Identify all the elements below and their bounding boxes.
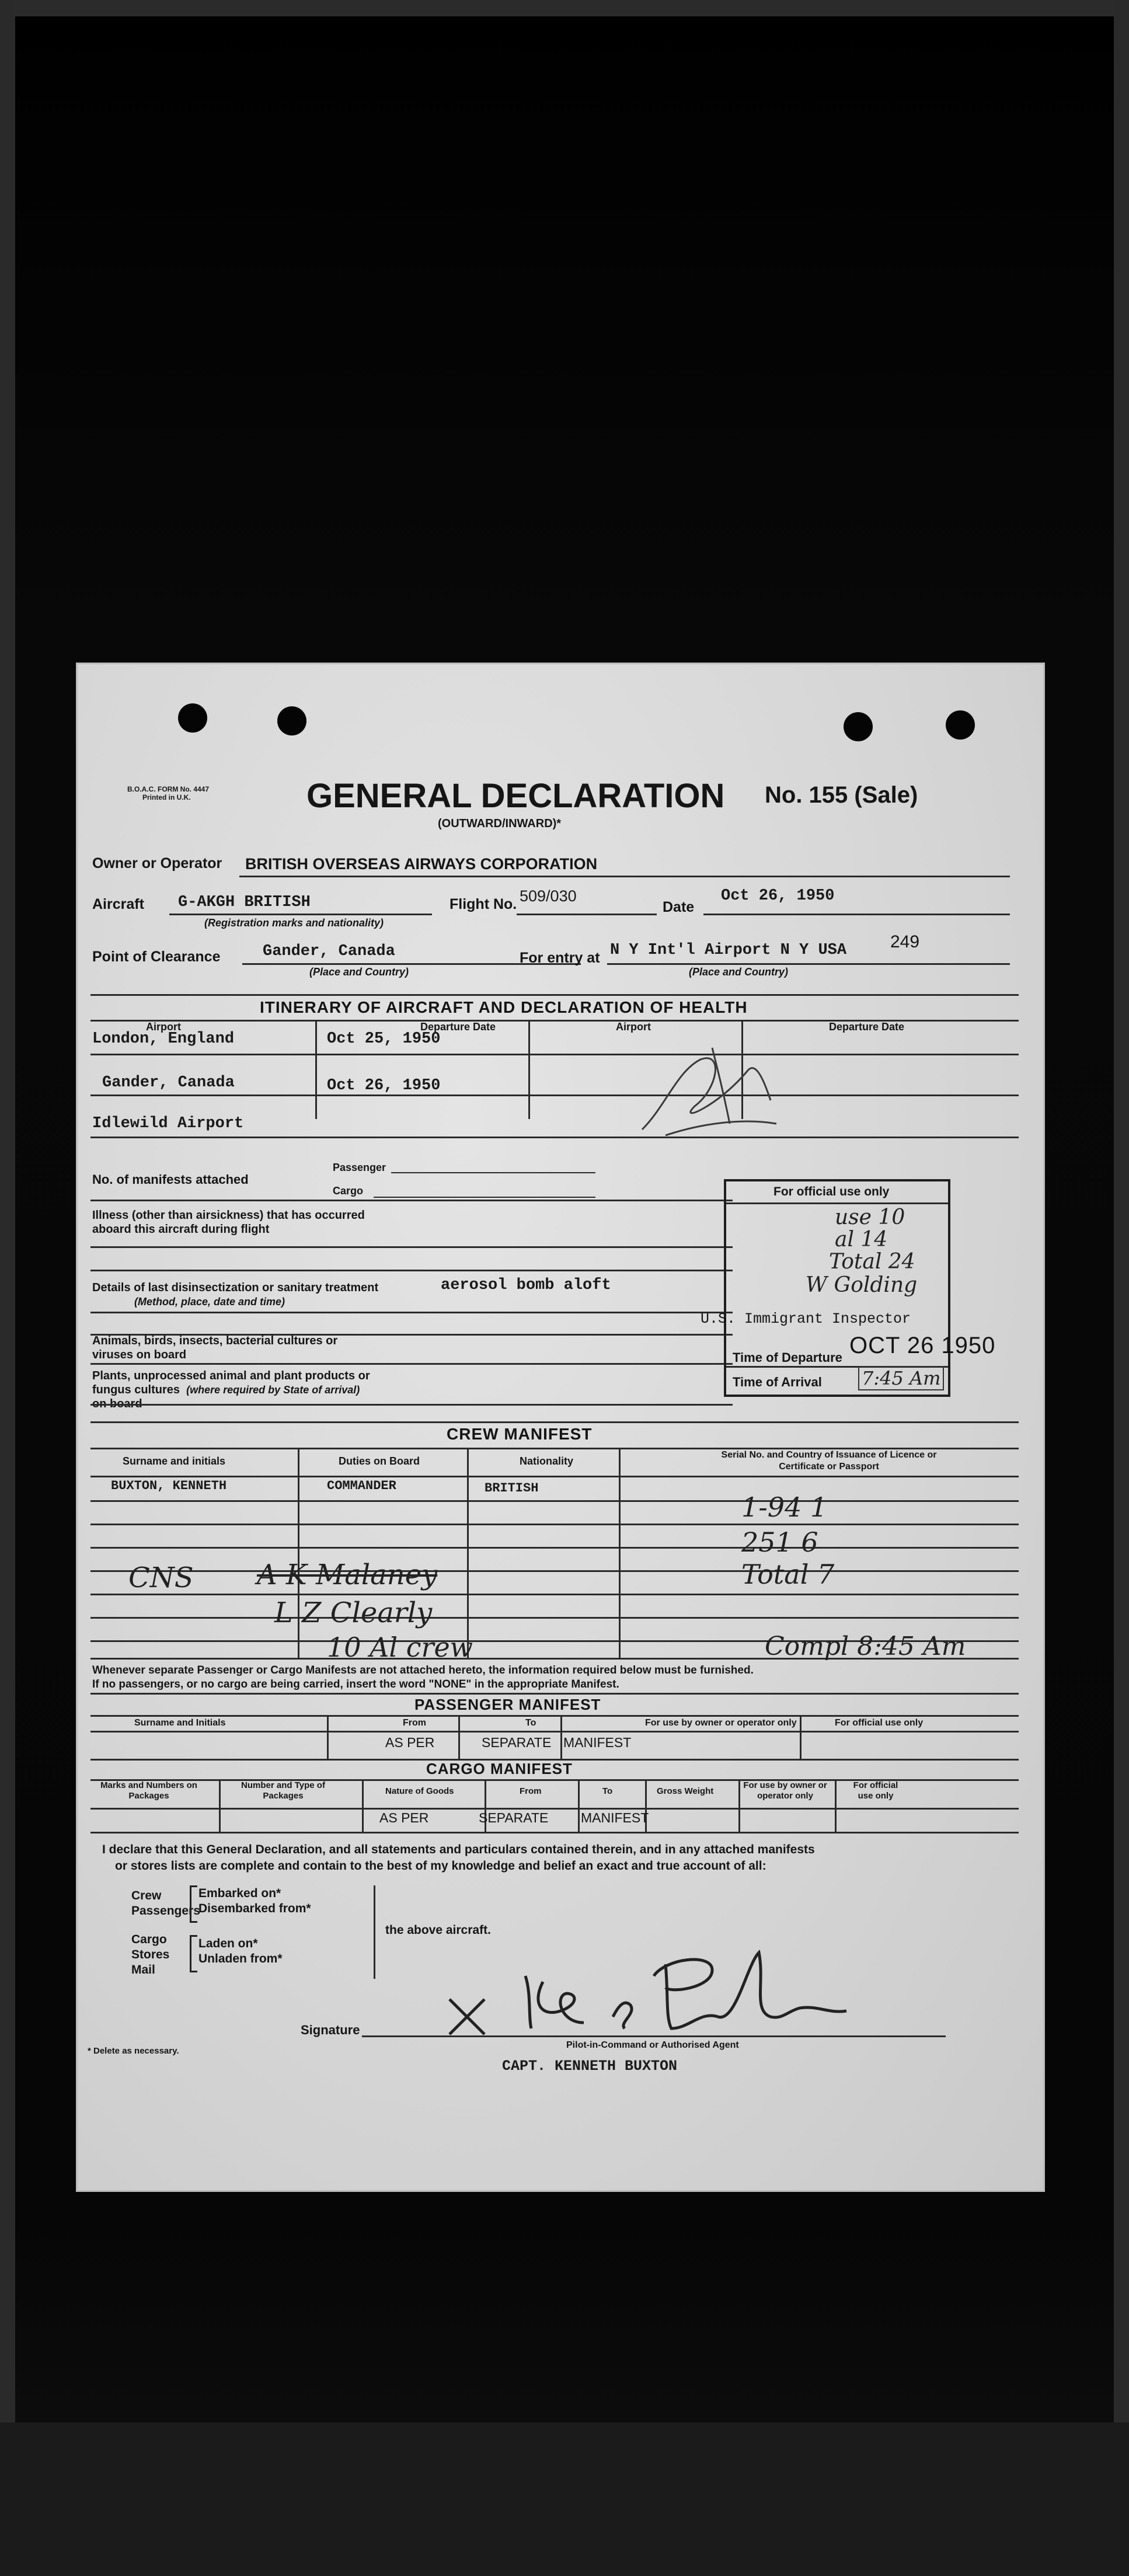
itinerary-col-departure: Departure Date — [420, 1021, 496, 1033]
cargo-col-divider — [738, 1779, 740, 1832]
illness-label — [92, 1208, 365, 1236]
itinerary-col-airport: Airport — [146, 1021, 181, 1033]
pilot-label: Pilot-in-Command or Authorised Agent — [566, 2040, 739, 2050]
itinerary-row-date: Oct 25, 1950 — [327, 1030, 441, 1048]
above-aircraft-text: the above aircraft. — [385, 1923, 491, 1937]
passenger-header-rule — [90, 1715, 1019, 1717]
manifest-notice-line: Whenever separate Passenger or Cargo Manifests are not attached hereto, the information required below must be furnished. — [92, 1664, 754, 1676]
disinsect-value: aerosol bomb aloft — [441, 1277, 611, 1294]
entry-note: (Place and Country) — [689, 966, 789, 978]
bracket — [190, 1935, 197, 1972]
crew-row-rule — [90, 1594, 1019, 1595]
clearance-note: (Place and Country) — [309, 966, 409, 978]
cargo-bottom-rule — [90, 1832, 1019, 1833]
cargo-col-divider — [578, 1779, 580, 1832]
arrival-time-handwritten: 7:45 Am — [858, 1366, 944, 1390]
owner-value: BRITISH OVERSEAS AIRWAYS CORPORATION — [245, 855, 598, 873]
form-printed-text: Printed in U.K. — [142, 793, 191, 801]
crew-label: Crew — [131, 1889, 162, 1902]
date-value: Oct 26, 1950 — [721, 887, 835, 905]
manifests-passenger-line — [391, 1172, 595, 1173]
cargo-col-divider — [219, 1779, 221, 1832]
passenger-col-owner: For use by owner or operator only — [645, 1718, 797, 1728]
aircraft-value: G-AKGH BRITISH — [178, 894, 311, 911]
crew-row-rule — [90, 1476, 1019, 1477]
arrival-time-label: Time of Arrival — [733, 1375, 822, 1389]
crew-col-divider — [467, 1448, 469, 1658]
passenger-col-to: To — [525, 1718, 536, 1728]
cargo-col-number: Number and Type of Packages — [241, 1780, 325, 1801]
owner-line — [239, 876, 1010, 877]
plants-label-line: Plants, unprocessed animal and plant products or — [92, 1369, 370, 1382]
cargo-col-divider — [835, 1779, 837, 1832]
date-line — [703, 914, 1010, 915]
plants-rule — [90, 1404, 733, 1406]
cargo-col-from: From — [520, 1786, 542, 1796]
passenger-col-divider — [458, 1715, 460, 1759]
cargo-col-nature: Nature of Goods — [385, 1786, 454, 1796]
official-use-title: For official use only — [773, 1185, 890, 1198]
illness-label-line: aboard this aircraft during flight — [92, 1223, 270, 1236]
crew-handwritten-name: L Z Clearly — [274, 1597, 433, 1629]
manifests-label: No. of manifests attached — [92, 1172, 249, 1187]
film-edge-top — [0, 0, 1129, 16]
passengers-label: Passengers — [131, 1904, 200, 1918]
owner-label: Owner or Operator — [92, 855, 222, 872]
aircraft-note: (Registration marks and nationality) — [204, 917, 384, 929]
cargo-fill-as-per: AS PER — [379, 1810, 429, 1825]
manifest-notice-line: If no passengers, or no cargo are being carried, insert the word "NONE" in the appropriate Manifest. — [92, 1678, 619, 1690]
disembarked-option: Disembarked from* — [198, 1902, 311, 1915]
cargo-col-official: For official use only — [853, 1780, 898, 1801]
itinerary-top-rule — [90, 994, 1019, 996]
disinsect-label: Details of last disinsectization or sanitary treatment — [92, 1281, 379, 1294]
punch-hole — [178, 703, 207, 733]
aircraft-label: Aircraft — [92, 896, 144, 912]
crew-col-divider — [619, 1448, 621, 1658]
passenger-row-rule — [90, 1731, 1019, 1733]
captain-signature — [444, 1941, 887, 2040]
itinerary-row-rule — [90, 1094, 1019, 1096]
declaration-bracket-line — [374, 1885, 375, 1979]
cargo-col-divider — [362, 1779, 364, 1832]
cargo-label: Cargo — [131, 1933, 167, 1946]
official-use-rule — [726, 1202, 948, 1204]
passenger-col-divider — [800, 1715, 802, 1759]
departure-time-stamp: OCT 26 1950 — [849, 1333, 996, 1358]
passenger-fill-manifest: MANIFEST — [563, 1735, 632, 1750]
passenger-col-from: From — [403, 1718, 426, 1728]
official-handwriting: al 14 — [835, 1228, 888, 1252]
itinerary-row-rule — [90, 1054, 1019, 1055]
punch-hole — [844, 712, 873, 741]
document-subtitle: (OUTWARD/INWARD)* — [438, 817, 562, 830]
disinsect-rule — [90, 1312, 733, 1313]
clearance-value: Gander, Canada — [263, 943, 395, 960]
itinerary-row-rule — [90, 1137, 1019, 1138]
unladen-option: Unladen from* — [198, 1952, 283, 1965]
plants-label-line: fungus cultures — [92, 1383, 180, 1396]
laden-option: Laden on* — [198, 1937, 258, 1950]
film-edge-left — [0, 0, 15, 2576]
itinerary-scribble — [630, 1036, 782, 1147]
punch-hole — [277, 706, 306, 735]
cargo-col-to: To — [602, 1786, 613, 1796]
cargo-col-weight: Gross Weight — [657, 1786, 714, 1796]
bracket — [190, 1885, 197, 1923]
passenger-col-name: Surname and Initials — [134, 1718, 226, 1728]
punch-hole — [946, 710, 975, 740]
crew-top-rule — [90, 1421, 1019, 1423]
signature-label: Signature — [301, 2023, 360, 2037]
flight-value: 509/030 — [520, 887, 577, 905]
film-edge-bottom — [0, 2422, 1129, 2576]
crew-handwritten-count: 251 6 — [741, 1526, 818, 1558]
itinerary-col-divider — [315, 1020, 317, 1119]
declaration-number: No. 155 (Sale) — [765, 782, 918, 808]
itinerary-col-divider — [528, 1020, 530, 1119]
departure-time-label: Time of Departure — [733, 1350, 842, 1365]
cargo-stores-mail-labels — [131, 1932, 169, 1978]
animals-label-line: viruses on board — [92, 1348, 187, 1361]
cargo-col-marks: Marks and Numbers on Packages — [100, 1780, 197, 1801]
itinerary-title: ITINERARY OF AIRCRAFT AND DECLARATION OF HEALTH — [260, 998, 748, 1016]
date-label: Date — [663, 899, 695, 915]
passenger-col-official: For official use only — [835, 1718, 924, 1728]
declaration-line: I declare that this General Declaration, and all statements and particulars contained therein, and in any attached manifests — [102, 1843, 815, 1856]
illness-rule-2 — [90, 1270, 733, 1271]
itinerary-col-airport-2: Airport — [616, 1021, 651, 1033]
immigrant-inspector-stamp: U.S. Immigrant Inspector — [701, 1310, 911, 1327]
crew-nationality: BRITISH — [485, 1481, 539, 1496]
manifests-cargo-line — [374, 1197, 595, 1198]
embarked-option: Embarked on* — [198, 1887, 281, 1900]
crew-row-rule — [90, 1617, 1019, 1619]
crew-manifest-title: CREW MANIFEST — [447, 1425, 593, 1443]
crew-col-nationality: Nationality — [520, 1455, 574, 1467]
passenger-manifest-title: PASSENGER MANIFEST — [414, 1696, 601, 1713]
crew-handwritten-name: A K Malaney — [257, 1559, 438, 1591]
declaration-line: or stores lists are complete and contain to the best of my knowledge and belief an exact and true account of all: — [115, 1859, 766, 1873]
entry-value: N Y Int'l Airport N Y USA — [610, 942, 847, 959]
crew-name: BUXTON, KENNETH — [111, 1479, 227, 1493]
official-handwriting: use 10 — [835, 1205, 905, 1229]
manifest-notice — [92, 1664, 754, 1692]
entry-label: For entry at — [520, 950, 600, 966]
crew-row-rule — [90, 1570, 1019, 1572]
flight-label: Flight No. — [449, 896, 517, 912]
official-handwriting: W Golding — [806, 1273, 918, 1297]
illness-rule — [90, 1246, 733, 1248]
illness-label-line: Illness (other than airsickness) that has occurred — [92, 1209, 365, 1222]
official-handwriting: Total 24 — [829, 1250, 915, 1274]
crew-handwritten-count: 1-94 1 — [741, 1491, 828, 1523]
cargo-fill-manifest: MANIFEST — [581, 1810, 649, 1825]
film-edge-right — [1114, 0, 1129, 2576]
crew-col-duties: Duties on Board — [339, 1455, 420, 1467]
animals-label — [92, 1334, 337, 1362]
crew-handwritten-cns: CNS — [128, 1561, 194, 1594]
crew-row-rule — [90, 1547, 1019, 1549]
form-code-text: B.O.A.C. FORM No. 4447 — [127, 785, 210, 793]
itinerary-row-airport: Idlewild Airport — [92, 1115, 244, 1132]
manifests-passenger-label: Passenger — [333, 1162, 386, 1173]
passenger-top-rule — [90, 1693, 1019, 1695]
passenger-fill-separate: SEPARATE — [482, 1735, 552, 1750]
declaration-document — [76, 663, 1045, 2192]
crew-duty: COMMANDER — [327, 1479, 396, 1493]
mail-label: Mail — [131, 1963, 155, 1977]
entry-line — [607, 963, 1010, 965]
flight-line — [517, 914, 657, 915]
passenger-col-divider — [327, 1715, 329, 1759]
itinerary-col-departure-2: Departure Date — [829, 1021, 905, 1033]
entry-stamp-number: 249 — [890, 932, 920, 951]
embark-options — [198, 1886, 311, 1916]
crew-col-name: Surname and initials — [123, 1455, 226, 1467]
form-code — [127, 785, 209, 801]
delete-note: * Delete as necessary. — [88, 2046, 179, 2056]
passenger-col-divider — [560, 1715, 562, 1759]
crew-col-serial: Serial No. and Country of Issuance of Licence or Certificate or Passport — [721, 1450, 937, 1472]
cargo-col-owner: For use by owner or operator only — [743, 1780, 827, 1801]
stores-label: Stores — [131, 1948, 170, 1961]
clearance-label: Point of Clearance — [92, 949, 221, 965]
itinerary-row-airport: Gander, Canada — [102, 1074, 235, 1092]
cargo-manifest-title: CARGO MANIFEST — [426, 1760, 573, 1777]
laden-options — [198, 1936, 283, 1967]
declaration-text — [102, 1842, 815, 1874]
disinsect-note: (Method, place, date and time) — [134, 1296, 285, 1308]
manifests-rule — [90, 1200, 733, 1201]
itinerary-row-airport: London, England — [92, 1030, 235, 1048]
crew-row-rule — [90, 1500, 1019, 1502]
plants-note: (where required by State of arrival) — [186, 1384, 360, 1396]
crew-handwritten-total: 10 Al crew — [327, 1632, 473, 1663]
manifests-cargo-label: Cargo — [333, 1185, 364, 1197]
crew-handwritten-count: Total 7 — [741, 1559, 835, 1590]
animals-rule — [90, 1363, 733, 1365]
document-title: GENERAL DECLARATION — [306, 777, 725, 815]
passenger-fill-as-per: AS PER — [385, 1735, 435, 1750]
aircraft-line — [169, 914, 432, 915]
itinerary-row-date: Oct 26, 1950 — [327, 1077, 441, 1094]
crew-handwritten-complete: Compl 8:45 Am — [765, 1632, 966, 1661]
signer-name: CAPT. KENNETH BUXTON — [502, 2058, 678, 2075]
animals-label-line: Animals, birds, insects, bacterial cultures or — [92, 1334, 338, 1347]
cargo-fill-separate: SEPARATE — [479, 1810, 549, 1825]
cargo-row-rule — [90, 1808, 1019, 1810]
crew-row-rule — [90, 1524, 1019, 1525]
